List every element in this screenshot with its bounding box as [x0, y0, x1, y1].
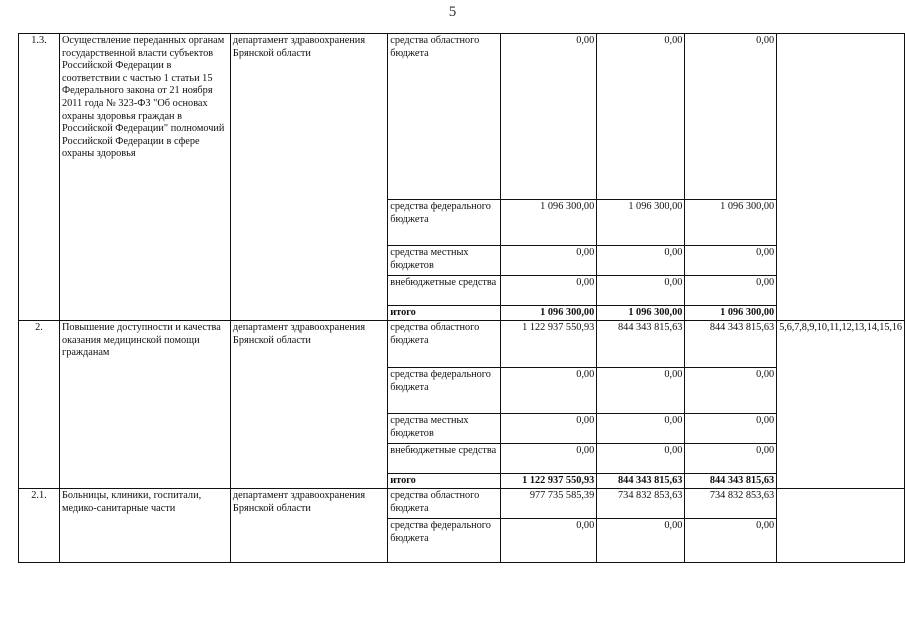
- funding-source: средства местных бюджетов: [388, 246, 501, 276]
- amount-cell: 0,00: [685, 276, 777, 306]
- budget-table: [18, 33, 905, 563]
- amount-cell: 1 122 937 550,93: [501, 321, 597, 368]
- amount-cell: 1 096 300,00: [501, 200, 597, 246]
- funding-source: средства федерального бюджета: [388, 519, 501, 563]
- funding-source: средства областного бюджета: [388, 321, 501, 368]
- page-number: 5: [448, 4, 457, 20]
- amount-cell: 977 735 585,39: [501, 489, 597, 519]
- amount-cell: 0,00: [597, 246, 685, 276]
- event-name: Осуществление переданных органам государственной власти субъектов Российской Федерации в соответствии с частью 1 статьи 15 Федерального закона от 21 ноября 2011 года № 323-ФЗ "Об основах охраны здоровья граждан в Российской Федерации" полномочий Российской Федерации в сфере охраны здоровья: [59, 34, 230, 321]
- funding-source: средства местных бюджетов: [388, 414, 501, 444]
- funding-source: средства областного бюджета: [388, 34, 501, 200]
- amount-cell: 0,00: [597, 276, 685, 306]
- amount-cell: 734 832 853,63: [685, 489, 777, 519]
- funding-source: внебюджетные средства: [388, 276, 501, 306]
- amount-cell: 0,00: [501, 414, 597, 444]
- amount-cell: 0,00: [501, 246, 597, 276]
- amount-cell: 0,00: [685, 246, 777, 276]
- amount-cell: 0,00: [501, 444, 597, 474]
- amount-cell: 734 832 853,63: [597, 489, 685, 519]
- amount-cell: 1 122 937 550,93: [501, 474, 597, 489]
- indicator-numbers: [777, 34, 905, 321]
- amount-cell: 0,00: [685, 444, 777, 474]
- event-name: Больницы, клиники, госпитали, медико-санитарные части: [59, 489, 230, 563]
- amount-cell: 0,00: [501, 276, 597, 306]
- indicator-numbers: 5,6,7,8,9,10,11,12,13,14,15,16: [777, 321, 905, 489]
- amount-cell: 0,00: [685, 34, 777, 200]
- amount-cell: 1 096 300,00: [597, 306, 685, 321]
- executor: департамент здравоохранения Брянской области: [230, 489, 387, 563]
- amount-cell: 0,00: [597, 444, 685, 474]
- amount-cell: 0,00: [501, 368, 597, 414]
- executor: департамент здравоохранения Брянской области: [230, 34, 387, 321]
- amount-cell: 0,00: [597, 414, 685, 444]
- section-number: 2.1.: [19, 489, 60, 563]
- event-name: Повышение доступности и качества оказания медицинской помощи гражданам: [59, 321, 230, 489]
- amount-cell: 0,00: [501, 34, 597, 200]
- amount-cell: 0,00: [685, 414, 777, 444]
- amount-cell: 0,00: [685, 519, 777, 563]
- amount-cell: 844 343 815,63: [597, 321, 685, 368]
- table-row: [19, 34, 905, 200]
- amount-cell: 0,00: [597, 368, 685, 414]
- amount-cell: 0,00: [597, 519, 685, 563]
- amount-cell: 1 096 300,00: [597, 200, 685, 246]
- amount-cell: 1 096 300,00: [685, 200, 777, 246]
- table-row: [19, 321, 905, 368]
- amount-cell: 0,00: [501, 519, 597, 563]
- funding-source: итого: [388, 306, 501, 321]
- amount-cell: 1 096 300,00: [501, 306, 597, 321]
- funding-source: внебюджетные средства: [388, 444, 501, 474]
- indicator-numbers: [777, 489, 905, 563]
- section-number: 2.: [19, 321, 60, 489]
- funding-source: средства областного бюджета: [388, 489, 501, 519]
- executor: департамент здравоохранения Брянской области: [230, 321, 387, 489]
- amount-cell: 844 343 815,63: [597, 474, 685, 489]
- section-number: 1.3.: [19, 34, 60, 321]
- amount-cell: 1 096 300,00: [685, 306, 777, 321]
- funding-source: средства федерального бюджета: [388, 368, 501, 414]
- amount-cell: 844 343 815,63: [685, 321, 777, 368]
- amount-cell: 844 343 815,63: [685, 474, 777, 489]
- amount-cell: 0,00: [685, 368, 777, 414]
- amount-cell: 0,00: [597, 34, 685, 200]
- table-row: [19, 489, 905, 519]
- funding-source: средства федерального бюджета: [388, 200, 501, 246]
- funding-source: итого: [388, 474, 501, 489]
